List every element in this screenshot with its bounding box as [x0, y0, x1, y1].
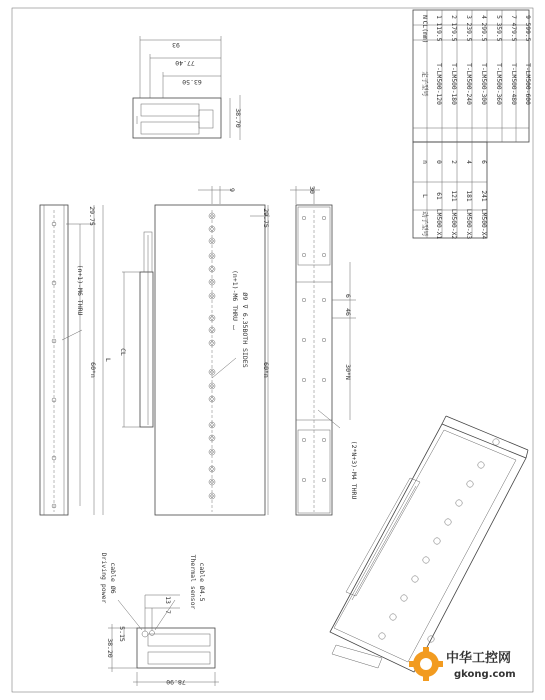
stator-row-cl: 479.5 — [510, 22, 517, 42]
stator-row-n: 4 — [480, 15, 487, 19]
end-view-top — [133, 36, 242, 140]
dim-38-70: 38.70 — [234, 108, 242, 128]
mover-table — [413, 142, 487, 239]
dim-13: 13 — [164, 596, 172, 604]
isometric-view — [330, 416, 528, 672]
mover-row-l: 121 — [450, 190, 457, 202]
mover-row-n: 6 — [480, 160, 487, 164]
power-cable-label-2: cable Ø6 — [109, 562, 117, 594]
gkong-watermark — [409, 647, 516, 681]
dim-46: 46 — [344, 308, 352, 316]
stator-side-view — [40, 205, 112, 515]
mover-row-model: LM500-X2 — [450, 208, 457, 240]
mover-row-model: LM500-X4 — [480, 208, 487, 240]
dim-5-15: 5.15 — [118, 626, 126, 642]
mover-header-model: 动子型号 — [421, 211, 428, 237]
cable-end-view — [100, 553, 219, 686]
dim-60n-mid: 60*n — [262, 362, 270, 378]
dim-6: 6 — [344, 294, 352, 298]
dim-7: 7 — [164, 610, 172, 614]
gear-logo-icon — [409, 647, 443, 681]
dim-77-40: 77.40 — [175, 59, 195, 67]
mover-top-view — [290, 186, 358, 515]
watermark-url: gkong.com — [454, 669, 516, 680]
stator-header-model: 定子型号 — [421, 71, 428, 97]
stator-row-model: T-LM500-360 — [495, 63, 502, 105]
stator-row-model: T-LM500-300 — [480, 63, 487, 105]
m6-thru-note-mid: (n+1)-M6 THRU ⌴ — [231, 270, 239, 330]
dim-60n-left: 60*n — [89, 362, 97, 378]
dim-63-50: 63.50 — [182, 78, 202, 86]
dim-78-90: 78.90 — [166, 678, 186, 686]
stator-row-model: T-LM500-480 — [510, 63, 517, 105]
dim-L: L — [104, 358, 112, 362]
mover-header-n: n — [421, 160, 428, 164]
sensor-cable-label-2: cable Ø4.5 — [198, 562, 206, 602]
stator-row-cl: 359.5 — [495, 22, 502, 42]
mover-row-l: 181 — [465, 190, 472, 202]
stator-row-model: T-LM500-600 — [524, 63, 531, 105]
m4-thru-note: (2*N+3)-M4 THRU — [350, 440, 358, 500]
stator-row-n: 3 — [465, 15, 472, 19]
stator-table — [413, 10, 531, 142]
stator-top-view — [155, 186, 270, 515]
mover-row-n: 2 — [450, 160, 457, 164]
stator-row-cl: 119.5 — [435, 22, 442, 42]
mover-row-model: LM500-X3 — [465, 208, 472, 240]
mover-header-l: L — [421, 194, 428, 198]
watermark-cn: 中华工控网 — [446, 651, 512, 666]
mover-row-model: LM500-X1 — [435, 208, 442, 240]
mover-row-l: 61 — [435, 192, 442, 200]
stator-row-n: 7 — [510, 15, 517, 19]
m6-thru-note-left: (n+1)-M6 THRU — [76, 264, 84, 316]
drawing-border — [12, 8, 533, 692]
cbore-note: Ø9 ⊽ 6.35BOTH SIDES — [241, 292, 249, 368]
mover-row-n: 4 — [465, 160, 472, 164]
dim-38-20: 38.20 — [106, 638, 114, 658]
stator-row-cl: 179.5 — [450, 22, 457, 42]
power-cable-label-1: Driving power — [100, 552, 108, 604]
mover-row-l: 241 — [480, 190, 487, 202]
mover-row-n: 0 — [435, 160, 442, 164]
dim-30: 30 — [308, 186, 316, 194]
dim-29-75-left: 29.75 — [88, 206, 96, 226]
dim-93: 93 — [172, 41, 180, 49]
stator-row-cl: 299.5 — [480, 22, 487, 42]
stator-row-cl: 239.5 — [465, 22, 472, 42]
stator-header-n: N — [421, 15, 428, 19]
mover-side-view — [119, 232, 153, 427]
stator-row-n: 9 — [524, 15, 531, 19]
stator-row-model: T-LM500-240 — [465, 63, 472, 105]
dim-cl: CL — [119, 348, 127, 356]
stator-row-n: 5 — [495, 15, 502, 19]
stator-header-cl: CL(mm) — [421, 20, 428, 44]
stator-row-n: 2 — [450, 15, 457, 19]
stator-row-model: T-LM500-120 — [435, 63, 442, 105]
stator-row-n: 1 — [435, 15, 442, 19]
dim-9: 9 — [228, 188, 236, 192]
stator-row-cl: 599.5 — [524, 22, 531, 42]
sensor-cable-label-1: Thermal sensor — [189, 554, 197, 610]
dim-29-75-mid: 29.75 — [262, 208, 270, 228]
stator-row-model: T-LM500-180 — [450, 63, 457, 105]
dim-30n: 30*N — [344, 364, 352, 380]
